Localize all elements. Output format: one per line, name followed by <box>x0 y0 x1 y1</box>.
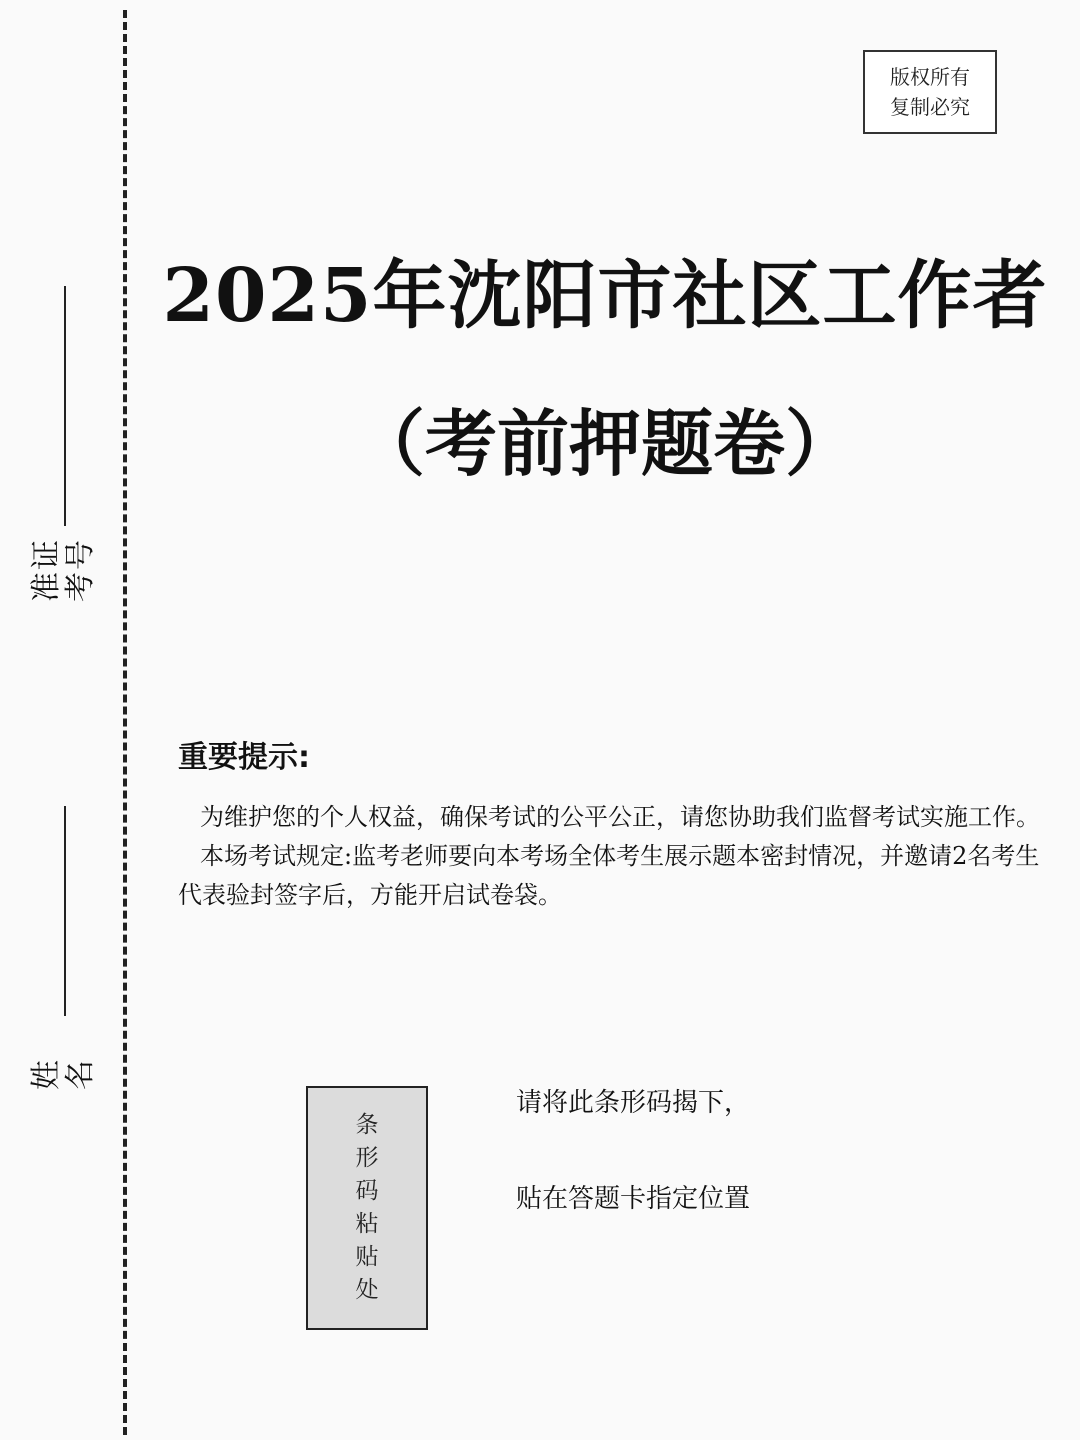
barcode-label-char: 处 <box>355 1277 379 1303</box>
name-blank[interactable] <box>64 806 66 1016</box>
name-label-line2: 名 <box>63 1058 98 1090</box>
notice-heading: 重要提示: <box>178 740 310 775</box>
exam-number-label <box>30 530 98 602</box>
barcode-instruction-line1: 请将此条形码揭下， <box>516 1088 751 1118</box>
copyright-line2: 复制必究 <box>890 95 970 119</box>
barcode-instruction-line2: 贴在答题卡指定位置 <box>516 1184 751 1214</box>
notice-paragraph: 为维护您的个人权益，确保考试的公平公正，请您协助我们监督考试实施工作。 <box>200 803 1040 831</box>
name-label <box>30 1020 98 1090</box>
barcode-label-char: 条 <box>355 1112 379 1138</box>
barcode-sticker-area <box>306 1086 428 1330</box>
barcode-label-char: 贴 <box>355 1244 379 1270</box>
exam-number-blank[interactable] <box>64 286 66 526</box>
exam-number-label-line2: 考号 <box>63 538 98 602</box>
exam-number-field <box>30 182 110 602</box>
barcode-label-char: 形 <box>355 1145 379 1171</box>
exam-number-label-line1: 准证 <box>29 538 64 602</box>
name-field <box>30 670 110 1090</box>
binding-dashed-line <box>123 10 127 1435</box>
notice-body <box>178 798 1040 915</box>
barcode-label-char: 粘 <box>355 1211 379 1237</box>
copyright-box <box>863 50 997 134</box>
page-subtitle: （考前押题卷） <box>352 401 857 486</box>
notice-paragraph: 本场考试规定:监考老师要向本考场全体考生展示题本密封情况，并邀请2名考生代表验封签字后，方能开启试卷袋。 <box>178 842 1040 909</box>
name-label-line1: 姓 <box>29 1058 64 1090</box>
copyright-line1: 版权所有 <box>890 65 970 89</box>
barcode-label-char: 码 <box>355 1178 379 1204</box>
page-title: 2025年沈阳市社区工作者 <box>162 253 1048 339</box>
